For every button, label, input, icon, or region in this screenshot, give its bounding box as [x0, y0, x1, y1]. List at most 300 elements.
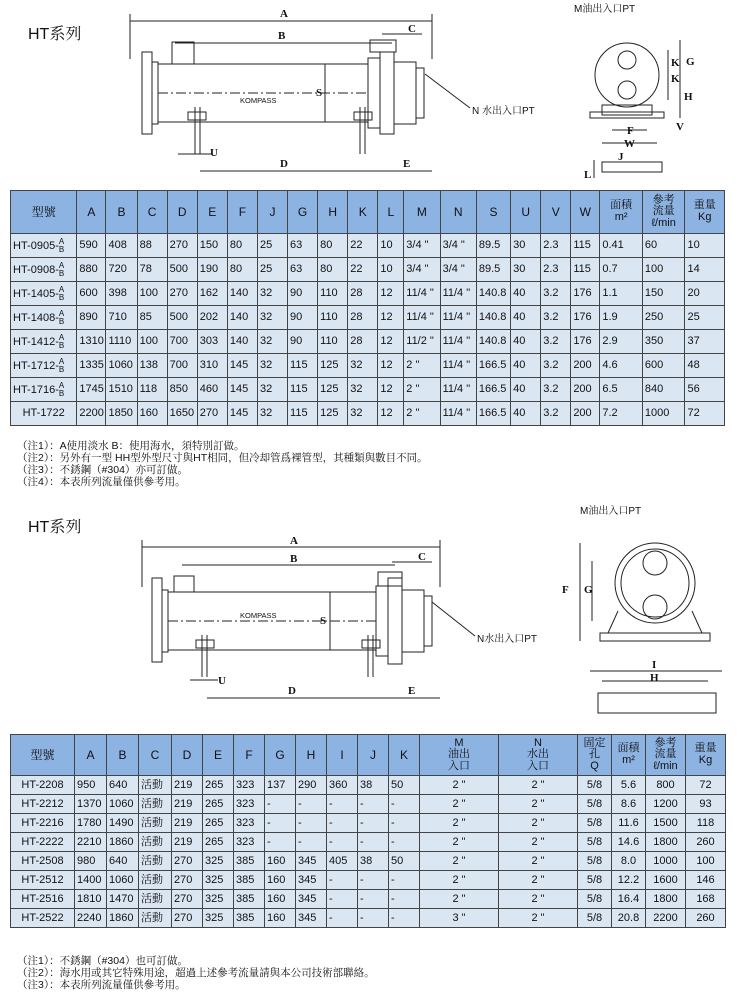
table-cell: 219 [172, 814, 203, 833]
table-row [11, 330, 725, 354]
table-row [11, 814, 726, 833]
table-row [11, 795, 726, 814]
table-cell: - [389, 833, 420, 852]
table-cell: 1860 [107, 909, 139, 928]
table-cell: 219 [172, 833, 203, 852]
end-dim-f-label: F [627, 125, 634, 137]
cell-model: HT-2508 [11, 852, 75, 871]
table-cell: 32 [348, 354, 378, 378]
header-m: M 油出 入口 [420, 735, 499, 776]
table-cell: 140 [227, 306, 257, 330]
end-dim-g-label: G [584, 584, 593, 596]
header-model: 型號 [11, 191, 77, 234]
note-3: （注3）：本表所列流量僅供參考用。 [17, 979, 186, 991]
water-port-label: N水出入口PT [477, 634, 537, 645]
table-cell: - [358, 871, 389, 890]
table-cell: 140.8 [476, 330, 510, 354]
dim-a-label: A [290, 535, 298, 547]
table-cell: 80 [227, 258, 257, 282]
header-a: A [77, 191, 106, 234]
table-cell: 265 [203, 833, 234, 852]
table-cell: 146 [686, 871, 726, 890]
header-flow: 參考 流量 ℓ/min [642, 191, 685, 234]
table-cell: 40 [511, 378, 541, 402]
brand-label: KOMPASS [240, 611, 277, 620]
table-cell: 200 [571, 378, 600, 402]
table-cell: - [389, 795, 420, 814]
dim-b-label: B [290, 553, 298, 565]
table-cell: 100 [137, 330, 167, 354]
table-cell: 1060 [107, 871, 139, 890]
table-cell: 265 [203, 776, 234, 795]
table-cell: 11/4 " [440, 330, 476, 354]
table-cell: 25 [257, 234, 287, 258]
table-cell: 166.5 [476, 354, 510, 378]
dim-a-label: A [280, 8, 288, 20]
table-cell: 137 [265, 776, 296, 795]
table-cell: 2 " [499, 890, 578, 909]
table-cell: 265 [203, 814, 234, 833]
table-cell: 14.6 [612, 833, 646, 852]
table-cell: 8.6 [612, 795, 646, 814]
table-cell: 3.2 [541, 282, 571, 306]
table-cell: 115 [288, 354, 318, 378]
table-cell: 1200 [646, 795, 686, 814]
table-cell: 10 [378, 258, 404, 282]
table-cell: 2 " [420, 833, 499, 852]
table-cell: 3.2 [541, 306, 571, 330]
table-cell: 30 [511, 258, 541, 282]
section1-spec-table [10, 190, 725, 426]
table-cell: 166.5 [476, 402, 510, 426]
table-cell: 11/4 " [440, 402, 476, 426]
table-cell: 385 [234, 890, 265, 909]
table-cell: - [296, 795, 327, 814]
table-cell: 265 [203, 795, 234, 814]
table-cell: 活動 [139, 833, 172, 852]
table-cell: 1800 [646, 890, 686, 909]
table-cell: 3.2 [541, 378, 571, 402]
dim-d-label: D [280, 158, 288, 170]
table-cell: 270 [197, 402, 227, 426]
table-cell: 32 [257, 306, 287, 330]
table-row [11, 306, 725, 330]
table-cell: 590 [77, 234, 106, 258]
table-cell: 28 [348, 330, 378, 354]
table-cell: - [265, 833, 296, 852]
table-cell: 11/4 " [404, 282, 440, 306]
cell-model: HT-2222 [11, 833, 75, 852]
table-cell: 325 [203, 852, 234, 871]
table-cell: 12 [378, 354, 404, 378]
table-cell: 10 [378, 234, 404, 258]
table-cell: 270 [167, 234, 197, 258]
header-j: J [358, 735, 389, 776]
table-cell: 0.7 [600, 258, 643, 282]
table-cell: 190 [197, 258, 227, 282]
table-cell: 0.41 [600, 234, 643, 258]
table-cell: 176 [571, 282, 600, 306]
table-cell: 350 [642, 330, 685, 354]
table-cell: 40 [511, 282, 541, 306]
table-cell: 5/8 [578, 871, 612, 890]
table-cell: - [327, 814, 358, 833]
table-cell: 176 [571, 306, 600, 330]
header-c: C [139, 735, 172, 776]
table-cell: 1060 [107, 795, 139, 814]
table-cell: 活動 [139, 890, 172, 909]
note-1: （注1）：A使用淡水 B：使用海水，須特別訂做。 [17, 440, 245, 452]
table-cell: 110 [318, 330, 348, 354]
table-cell: 720 [106, 258, 137, 282]
table-cell: 2200 [77, 402, 106, 426]
table-cell: 270 [167, 282, 197, 306]
header-weight: 重量 Kg [685, 191, 725, 234]
table-cell: 408 [106, 234, 137, 258]
table-cell: 活動 [139, 776, 172, 795]
header-q: 固定 孔 Q [578, 735, 612, 776]
table-row [11, 354, 725, 378]
table-cell: 200 [571, 402, 600, 426]
table-cell: 1.9 [600, 306, 643, 330]
table-cell: 活動 [139, 814, 172, 833]
table-cell: 80 [227, 234, 257, 258]
table-cell: 1600 [646, 871, 686, 890]
header-i: I [327, 735, 358, 776]
header-b: B [107, 735, 139, 776]
table-cell: 11/4 " [440, 354, 476, 378]
ab-variant-marker: A B [58, 284, 65, 302]
table-cell: 12 [378, 330, 404, 354]
table-cell: 40 [511, 354, 541, 378]
table-cell: 32 [257, 282, 287, 306]
table-cell: 5/8 [578, 890, 612, 909]
table-cell: 800 [646, 776, 686, 795]
cell-model: HT-1412-A B [11, 330, 77, 354]
table-cell: 11/2 " [404, 330, 440, 354]
table-cell: 7.2 [600, 402, 643, 426]
header-e: E [197, 191, 227, 234]
table-cell: 700 [167, 354, 197, 378]
header-n: N [440, 191, 476, 234]
end-dim-i-label: I [652, 659, 657, 671]
table-cell: 325 [203, 871, 234, 890]
table-cell: 3.2 [541, 330, 571, 354]
table-cell: 2 " [499, 909, 578, 928]
table-cell: 12 [378, 306, 404, 330]
table-row [11, 852, 726, 871]
table-cell: - [327, 890, 358, 909]
table-cell: 1500 [646, 814, 686, 833]
table-cell: 1370 [75, 795, 107, 814]
cell-model: HT-1408-A B [11, 306, 77, 330]
section1-title: HT系列 [28, 26, 82, 43]
table-cell: 32 [257, 402, 287, 426]
table-cell: 14 [685, 258, 725, 282]
table-cell: 12 [378, 402, 404, 426]
table-cell: 25 [257, 258, 287, 282]
table-cell: 500 [167, 258, 197, 282]
table-cell: 219 [172, 795, 203, 814]
table-cell: 4.6 [600, 354, 643, 378]
header-e: E [203, 735, 234, 776]
table-cell: 115 [571, 258, 600, 282]
table-cell: 12 [378, 378, 404, 402]
table-cell: 140 [227, 282, 257, 306]
header-n: N 水出 入口 [499, 735, 578, 776]
table-cell: 90 [288, 282, 318, 306]
header-weight: 重量 Kg [686, 735, 726, 776]
table-cell: 460 [197, 378, 227, 402]
cell-model: HT-2212 [11, 795, 75, 814]
table-cell: 38 [358, 852, 389, 871]
table-cell: 270 [172, 852, 203, 871]
header-area: 面積 m² [600, 191, 643, 234]
table-cell: 2 " [420, 795, 499, 814]
table-cell: 1400 [75, 871, 107, 890]
table-cell: 700 [167, 330, 197, 354]
table-cell: 5/8 [578, 814, 612, 833]
table-cell: 12 [378, 282, 404, 306]
table-cell: - [389, 909, 420, 928]
table-cell: 1510 [106, 378, 137, 402]
cell-model: HT-1716-A B [11, 378, 77, 402]
table-cell: 950 [75, 776, 107, 795]
table-row [11, 402, 725, 426]
section1-notes [17, 440, 428, 488]
table-cell: - [389, 814, 420, 833]
table-cell: 125 [318, 378, 348, 402]
table-cell: 63 [288, 258, 318, 282]
ab-variant-marker: A B [58, 308, 65, 326]
table-cell: 1470 [107, 890, 139, 909]
dim-c-label: C [408, 23, 416, 35]
table-header-row [11, 191, 725, 234]
table-cell: 40 [511, 306, 541, 330]
header-g: G [265, 735, 296, 776]
table-cell: 11.6 [612, 814, 646, 833]
table-cell: 32 [257, 378, 287, 402]
table-cell: 89.5 [476, 234, 510, 258]
table-cell: 活動 [139, 795, 172, 814]
table-cell: 2 " [499, 871, 578, 890]
table-cell: - [296, 814, 327, 833]
table-cell: 78 [137, 258, 167, 282]
oil-port-label: M油出入口PT [580, 506, 642, 517]
table-cell: 3 " [420, 909, 499, 928]
table-cell: 2 " [420, 871, 499, 890]
table-cell: 200 [571, 354, 600, 378]
table-cell: 160 [137, 402, 167, 426]
table-cell: 303 [197, 330, 227, 354]
table-cell: 405 [327, 852, 358, 871]
table-cell: - [327, 909, 358, 928]
table-cell: 345 [296, 909, 327, 928]
table-cell: 110 [318, 306, 348, 330]
section1-end-view-drawing [572, 0, 712, 190]
table-cell: 20.8 [612, 909, 646, 928]
table-cell: 2 " [499, 852, 578, 871]
table-row [11, 871, 726, 890]
header-m: M [404, 191, 440, 234]
ab-variant-marker: A B [58, 356, 65, 374]
table-cell: 270 [172, 871, 203, 890]
table-cell: 150 [642, 282, 685, 306]
table-cell: 2 " [404, 354, 440, 378]
header-b: B [106, 191, 137, 234]
table-cell: 2.3 [541, 234, 571, 258]
table-cell: 1000 [642, 402, 685, 426]
dim-e-label: E [408, 685, 416, 697]
cell-model: HT-1722 [11, 402, 77, 426]
header-k: K [389, 735, 420, 776]
table-cell: 115 [288, 378, 318, 402]
header-h: H [296, 735, 327, 776]
table-cell: 1060 [106, 354, 137, 378]
table-cell: - [327, 871, 358, 890]
table-cell: 11/4 " [440, 306, 476, 330]
table-cell: - [265, 795, 296, 814]
table-cell: 28 [348, 306, 378, 330]
table-cell: 323 [234, 814, 265, 833]
table-cell: 250 [642, 306, 685, 330]
header-f: F [227, 191, 257, 234]
table-header-row [11, 735, 726, 776]
dim-u-label: U [218, 675, 226, 687]
table-cell: 850 [167, 378, 197, 402]
table-cell: 176 [571, 330, 600, 354]
table-cell: 88 [137, 234, 167, 258]
ab-variant-marker: A B [58, 236, 65, 254]
dim-u-label: U [210, 147, 218, 159]
table-cell: 1335 [77, 354, 106, 378]
table-cell: 1.1 [600, 282, 643, 306]
table-cell: 100 [137, 282, 167, 306]
cell-model: HT-2216 [11, 814, 75, 833]
table-cell: 37 [685, 330, 725, 354]
table-cell: 145 [227, 354, 257, 378]
header-c: C [137, 191, 167, 234]
table-cell: 85 [137, 306, 167, 330]
table-cell: 11/4 " [404, 306, 440, 330]
header-k: K [348, 191, 378, 234]
table-cell: 3/4 " [440, 258, 476, 282]
table-cell: 11/4 " [440, 378, 476, 402]
table-cell: 2 " [499, 833, 578, 852]
table-cell: 10 [685, 234, 725, 258]
table-cell: 5/8 [578, 795, 612, 814]
end-dim-f-label: F [562, 584, 569, 596]
table-cell: 1490 [107, 814, 139, 833]
table-cell: 162 [197, 282, 227, 306]
table-cell: 30 [511, 234, 541, 258]
table-cell: 活動 [139, 909, 172, 928]
table-cell: 12.2 [612, 871, 646, 890]
dim-b-label: B [278, 30, 286, 42]
table-cell: - [358, 909, 389, 928]
table-cell: 38 [358, 776, 389, 795]
table-cell: - [358, 814, 389, 833]
header-w: W [571, 191, 600, 234]
table-cell: 270 [172, 909, 203, 928]
cell-model: HT-1712-A B [11, 354, 77, 378]
table-cell: 3.2 [541, 402, 571, 426]
table-cell: 110 [318, 282, 348, 306]
table-row [11, 776, 726, 795]
table-cell: 93 [686, 795, 726, 814]
table-cell: 118 [686, 814, 726, 833]
table-cell: 140.8 [476, 282, 510, 306]
header-area: 面積 m² [612, 735, 646, 776]
header-model: 型號 [11, 735, 75, 776]
end-dim-h-label: H [650, 672, 659, 684]
table-cell: - [327, 833, 358, 852]
ab-variant-marker: A B [58, 380, 65, 398]
cell-model: HT-2208 [11, 776, 75, 795]
table-cell: 90 [288, 330, 318, 354]
table-cell: 710 [106, 306, 137, 330]
table-cell: - [389, 871, 420, 890]
header-a: A [75, 735, 107, 776]
header-f: F [234, 735, 265, 776]
table-cell: 2240 [75, 909, 107, 928]
table-cell: 880 [77, 258, 106, 282]
table-cell: 11/4 " [440, 282, 476, 306]
table-cell: 160 [265, 909, 296, 928]
table-cell: 980 [75, 852, 107, 871]
header-u: U [511, 191, 541, 234]
header-v: V [541, 191, 571, 234]
table-cell: 50 [389, 852, 420, 871]
table-cell: 5.6 [612, 776, 646, 795]
end-dim-k2-label: K [671, 73, 680, 85]
table-cell: - [265, 814, 296, 833]
table-cell: 1000 [646, 852, 686, 871]
cell-model: HT-0905-A B [11, 234, 77, 258]
table-cell: 2 " [499, 776, 578, 795]
table-cell: - [358, 795, 389, 814]
water-port-label: N 水出入口PT [472, 106, 535, 117]
table-row [11, 258, 725, 282]
section2-side-view-drawing [130, 532, 570, 712]
dim-d-label: D [288, 685, 296, 697]
table-cell: 600 [642, 354, 685, 378]
header-flow: 參考 流量 ℓ/min [646, 735, 686, 776]
header-l: L [378, 191, 404, 234]
section2-notes [17, 955, 375, 991]
table-cell: 2 " [420, 814, 499, 833]
table-cell: 270 [172, 890, 203, 909]
table-cell: 89.5 [476, 258, 510, 282]
table-row [11, 282, 725, 306]
table-cell: 160 [265, 852, 296, 871]
table-cell: 115 [288, 402, 318, 426]
table-cell: 2.9 [600, 330, 643, 354]
header-h: H [318, 191, 348, 234]
table-row [11, 234, 725, 258]
table-cell: 1110 [106, 330, 137, 354]
end-dim-j-label: J [618, 151, 624, 163]
end-dim-k1-label: K [671, 57, 680, 69]
table-cell: 活動 [139, 871, 172, 890]
table-cell: 80 [318, 234, 348, 258]
table-cell: 2 " [499, 795, 578, 814]
header-d: D [167, 191, 197, 234]
table-cell: 385 [234, 909, 265, 928]
table-cell: 385 [234, 871, 265, 890]
table-cell: 72 [686, 776, 726, 795]
table-cell: 20 [685, 282, 725, 306]
